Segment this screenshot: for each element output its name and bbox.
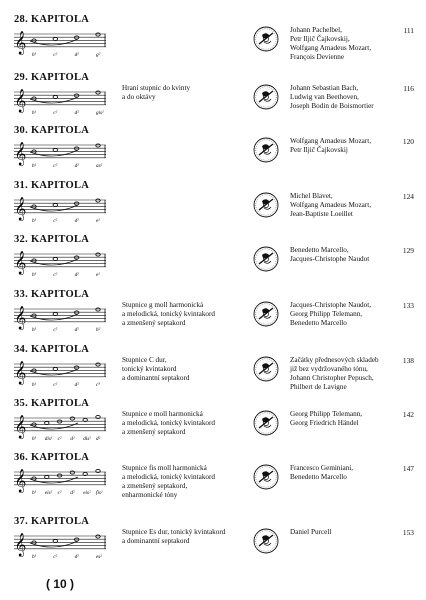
music-staff — [14, 194, 114, 224]
note-head — [96, 144, 100, 147]
music-staff — [14, 530, 114, 560]
note-head — [70, 471, 74, 474]
note-label: as² — [96, 163, 103, 169]
note-head — [96, 33, 100, 36]
note-label: h¹ — [32, 382, 37, 388]
note-label: d² — [74, 554, 79, 560]
note-label: c² — [53, 272, 58, 278]
note-head — [70, 417, 74, 420]
composer-list: Michel Blavet, Wolfgang Amadeus Mozart, Jean-Baptiste Loeillet — [290, 192, 372, 218]
note-label: dis² — [83, 436, 91, 442]
note-label: c² — [53, 382, 58, 388]
music-staff — [14, 86, 114, 116]
treble-clef-icon: 𝄞 — [14, 360, 27, 384]
note-label: c² — [57, 490, 62, 496]
chapter-page-number: 111 — [403, 26, 414, 35]
composer-list: Georg Philipp Telemann, Georg Friedrich Händel — [290, 410, 363, 427]
note-label: d² — [74, 52, 79, 58]
composer-list: Benedetto Marcello, Jacques-Christophe Naudot — [290, 246, 370, 263]
staff-wrapper — [14, 412, 114, 442]
note-label: h¹ — [32, 554, 37, 560]
cd-flute-icon — [253, 26, 279, 52]
chapter-title: 28. KAPITOLA — [14, 14, 90, 25]
note-label: h¹ — [32, 163, 37, 169]
cd-icon-wrapper — [253, 246, 279, 272]
note-label: h¹ — [32, 327, 37, 333]
composer-list: Začátky přednesových skladeb již bez vydržovaného tónu, Johann Christopher Pepusch, Philbert de Lavigne — [290, 356, 379, 391]
music-staff — [14, 412, 114, 442]
note-label: c² — [53, 218, 58, 224]
note-label: h¹ — [32, 218, 37, 224]
note-label: c² — [53, 110, 58, 116]
cd-icon-wrapper — [253, 464, 279, 490]
note-head — [96, 199, 100, 202]
chapter-description: Stupnice C dur, tonický kvintakord a dominantní septakord — [122, 356, 190, 382]
note-label: d² — [96, 436, 101, 442]
cd-flute-icon — [253, 528, 279, 554]
note-label: h¹ — [32, 272, 37, 278]
cd-icon-wrapper — [253, 137, 279, 163]
cd-icon-wrapper — [253, 84, 279, 110]
music-staff — [14, 358, 114, 388]
chapter-description: Stupnice fis moll harmonická a melodická, tonický kvintakord a zmenšený septakord, enharmonické tóny — [122, 464, 216, 499]
note-label: eis² — [44, 490, 53, 496]
music-staff — [14, 303, 114, 333]
cd-flute-icon — [253, 84, 279, 110]
note-label: gis² — [96, 110, 104, 116]
cd-icon-wrapper — [253, 192, 279, 218]
note-label: d² — [74, 110, 79, 116]
note-label: fis² — [96, 490, 103, 496]
note-head — [96, 253, 100, 256]
cd-flute-icon — [253, 356, 279, 382]
treble-clef-icon: 𝄞 — [14, 30, 27, 54]
music-staff — [14, 248, 114, 278]
note-label: d² — [74, 218, 79, 224]
note-label: h² — [96, 327, 101, 333]
staff-wrapper — [14, 358, 114, 388]
note-label: dis¹ — [44, 436, 53, 442]
note-label: c² — [53, 327, 58, 333]
note-head — [96, 535, 100, 538]
chapter-page-number: 124 — [402, 192, 414, 201]
staff-wrapper — [14, 466, 114, 496]
treble-clef-icon: 𝄞 — [14, 414, 27, 438]
cd-icon-wrapper — [253, 528, 279, 554]
note-label: h¹ — [32, 52, 37, 58]
note-label: d² — [74, 272, 79, 278]
cd-icon-wrapper — [253, 356, 279, 382]
staff-wrapper — [14, 303, 114, 333]
treble-clef-icon: 𝄞 — [14, 305, 27, 329]
cd-icon-wrapper — [253, 410, 279, 436]
composer-list: Wolfgang Amadeus Mozart, Petr Iljič Čajkovskij — [290, 137, 372, 154]
chapter-title: 31. KAPITOLA — [14, 180, 90, 191]
music-staff — [14, 139, 114, 169]
chapter-title: 29. KAPITOLA — [14, 72, 90, 83]
note-label: c² — [53, 52, 58, 58]
cd-flute-icon — [253, 301, 279, 327]
cd-flute-icon — [253, 137, 279, 163]
treble-clef-icon: 𝄞 — [14, 141, 27, 165]
staff-wrapper — [14, 28, 114, 58]
note-label: d² — [74, 163, 79, 169]
cd-flute-icon — [253, 464, 279, 490]
note-label: e² — [96, 272, 100, 278]
note-head — [96, 91, 100, 94]
cd-icon-wrapper — [253, 301, 279, 327]
chapter-description: Stupnice Es dur, tonický kvintakord a dominantní septakord — [122, 528, 226, 545]
chapter-page-number: 129 — [402, 246, 414, 255]
note-head — [96, 363, 100, 366]
chapter-page-number: 116 — [403, 84, 414, 93]
note-label: d² — [74, 327, 79, 333]
chapter-page-number: 120 — [402, 137, 414, 146]
chapter-title: 36. KAPITOLA — [14, 452, 90, 463]
treble-clef-icon: 𝄞 — [14, 88, 27, 112]
note-label: es² — [96, 554, 102, 560]
chapter-title: 35. KAPITOLA — [14, 398, 90, 409]
chapter-title: 32. KAPITOLA — [14, 234, 90, 245]
chapter-title: 33. KAPITOLA — [14, 289, 90, 300]
staff-wrapper — [14, 86, 114, 116]
composer-list: Daniel Purcell — [290, 528, 332, 536]
composer-list: Francesco Geminiani, Benedetto Marcello — [290, 464, 354, 481]
music-staff — [14, 466, 114, 496]
chapter-page-number: 142 — [402, 410, 414, 419]
composer-list: Jacques-Christophe Naudot, Georg Philipp Telemann, Benedetto Marcello — [290, 301, 372, 327]
note-label: c² — [57, 436, 62, 442]
chapter-description: Hraní stupnic do kvinty a do oktávy — [122, 84, 191, 101]
note-label: h¹ — [32, 110, 37, 116]
note-label: d² — [74, 382, 79, 388]
staff-wrapper — [14, 248, 114, 278]
composer-list: Johann Pachelbel, Petr Iljič Čajkovskij, Wolfgang Amadeus Mozart, François Devienne — [290, 26, 372, 61]
note-label: d² — [70, 490, 75, 496]
cd-icon-wrapper — [253, 26, 279, 52]
chapter-title: 34. KAPITOLA — [14, 344, 90, 355]
chapter-page-number: 133 — [402, 301, 414, 310]
note-label: d² — [70, 436, 75, 442]
note-head — [96, 308, 100, 311]
chapter-title: 30. KAPITOLA — [14, 125, 90, 136]
note-label: eis² — [83, 490, 91, 496]
treble-clef-icon: 𝄞 — [14, 250, 27, 274]
note-label: e² — [96, 218, 100, 224]
chapter-description: Stupnice e moll harmonická a melodická, tonický kvintakord a zmenšený septakord — [122, 410, 216, 436]
chapter-page-number: 138 — [402, 356, 414, 365]
note-label: h¹ — [32, 490, 37, 496]
chapter-page-number: 147 — [402, 464, 414, 473]
chapter-description: Stupnice g moll harmonická a melodická, tonický kvintakord a zmenšený septakord — [122, 301, 216, 327]
treble-clef-icon: 𝄞 — [14, 196, 27, 220]
treble-clef-icon: 𝄞 — [14, 468, 27, 492]
staff-wrapper — [14, 194, 114, 224]
note-label: g² — [96, 52, 101, 58]
staff-wrapper — [14, 530, 114, 560]
treble-clef-icon: 𝄞 — [14, 532, 27, 556]
composer-list: Johann Sebastian Bach, Ludwig van Beethoven, Joseph Bodin de Boismortier — [290, 84, 374, 110]
note-label: c² — [53, 554, 58, 560]
music-staff — [14, 28, 114, 58]
note-label: h¹ — [32, 436, 37, 442]
staff-wrapper — [14, 139, 114, 169]
page-number-footer: ( 10 ) — [46, 577, 75, 591]
note-label: c³ — [96, 382, 100, 388]
chapter-title: 37. KAPITOLA — [14, 516, 90, 527]
cd-flute-icon — [253, 246, 279, 272]
note-label: c² — [53, 163, 58, 169]
chapter-page-number: 153 — [402, 528, 414, 537]
cd-flute-icon — [253, 192, 279, 218]
cd-flute-icon — [253, 410, 279, 436]
